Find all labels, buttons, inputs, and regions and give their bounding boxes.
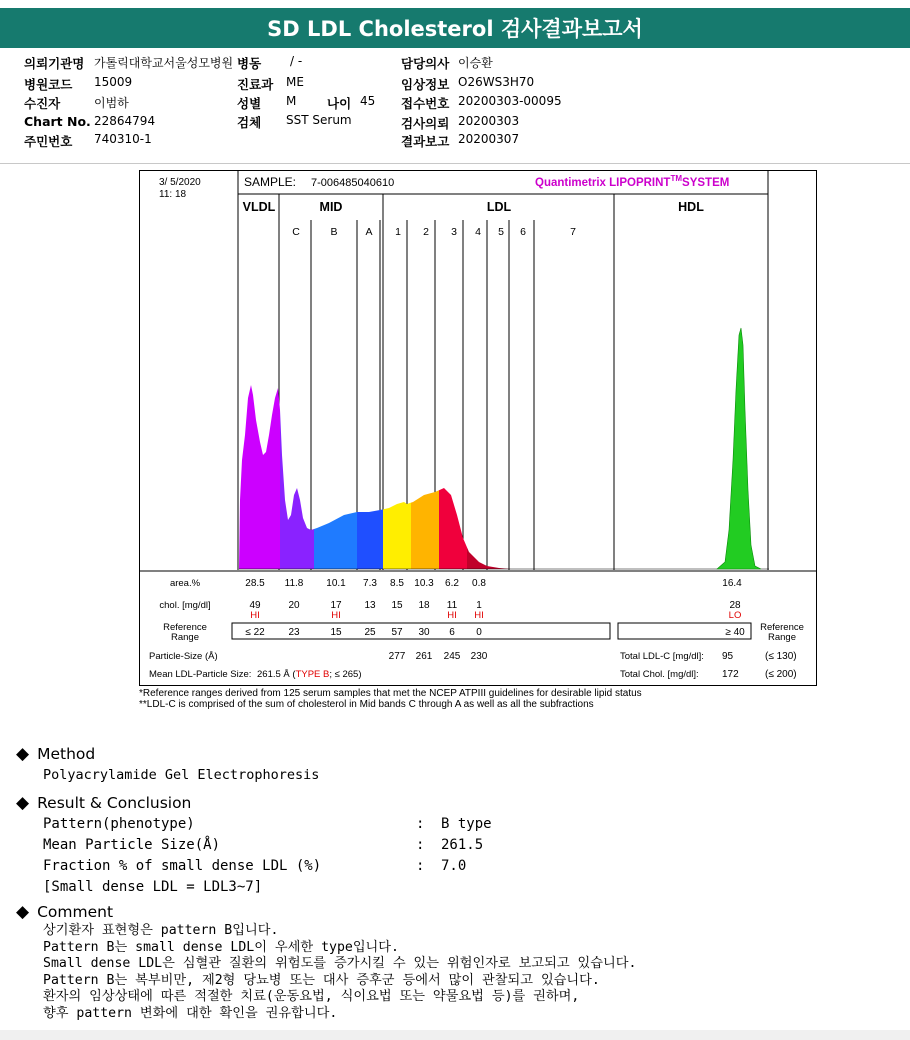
band-label: 6 bbox=[520, 226, 526, 238]
info-value: SST Serum bbox=[286, 113, 352, 127]
mean-type: TYPE B bbox=[295, 669, 330, 680]
mid-c-fill bbox=[280, 410, 314, 569]
area-value: 10.3 bbox=[414, 578, 434, 589]
sample-label: SAMPLE: bbox=[244, 175, 297, 189]
comment-line: Pattern B는 복부비만, 제2형 당뇨병 또는 대사 증후군 등에서 많이 관찰되고 있습니다. bbox=[43, 972, 600, 988]
mean-ref: ; ≤ 265) bbox=[329, 669, 362, 680]
result-label: Fraction % of small dense LDL (%) bbox=[43, 858, 322, 874]
lipoprint-fills bbox=[239, 328, 769, 569]
ref-value: 6 bbox=[449, 627, 455, 638]
chol-flag: HI bbox=[250, 610, 260, 621]
info-value: 20200303 bbox=[458, 114, 520, 128]
hdl-area-value: 16.4 bbox=[722, 578, 742, 589]
chol-value: 20 bbox=[288, 600, 300, 611]
chart-time: 11: 18 bbox=[159, 189, 187, 200]
ldl1-fill bbox=[383, 502, 411, 569]
info-label: 접수번호 bbox=[401, 96, 450, 111]
group-label: LDL bbox=[486, 200, 512, 214]
band-label: 1 bbox=[395, 226, 401, 238]
lipoprint-chart bbox=[139, 170, 817, 686]
brand-name bbox=[535, 174, 729, 189]
ref-value: 30 bbox=[418, 627, 430, 638]
note-line: *Reference ranges derived from 125 serum samples that met the NCEP ATPIII guidelines for desirable lipid status bbox=[139, 688, 642, 699]
info-value: 이범하 bbox=[94, 96, 129, 110]
row-label-mean: Mean LDL-Particle Size: bbox=[149, 669, 252, 680]
area-value: 0.8 bbox=[472, 578, 486, 589]
ref-value: 23 bbox=[288, 627, 300, 638]
row-label-psize: Particle-Size (Å) bbox=[149, 651, 218, 662]
ref-value: 57 bbox=[391, 627, 403, 638]
diamond-bullet-icon: ◆ bbox=[16, 902, 30, 922]
total-chol-label: Total Chol. [mg/dl]: bbox=[620, 669, 699, 680]
area-value: 11.8 bbox=[284, 578, 304, 589]
comment-heading: Comment bbox=[37, 903, 114, 921]
band-label: B bbox=[330, 226, 338, 238]
results-table bbox=[149, 578, 804, 680]
sample-id: 7-006485040610 bbox=[311, 177, 395, 189]
info-label: 진료과 bbox=[237, 77, 274, 92]
particle-size-value: 261 bbox=[415, 651, 433, 662]
info-value: 45 bbox=[360, 94, 376, 108]
header-divider bbox=[0, 163, 910, 164]
diamond-bullet-icon: ◆ bbox=[16, 744, 30, 764]
chol-value: 49 bbox=[249, 600, 261, 611]
ref-value: 0 bbox=[476, 627, 482, 638]
chart-date: 3/ 5/2020 bbox=[159, 177, 201, 188]
row-label-area: area.% bbox=[169, 578, 201, 589]
lipoprint-svg bbox=[139, 170, 817, 686]
group-label: HDL bbox=[678, 200, 704, 214]
info-label: 수진자 bbox=[24, 96, 61, 111]
row-label-ref: Reference bbox=[163, 622, 207, 633]
band-label: 7 bbox=[570, 226, 576, 238]
ref-right-label: Range bbox=[768, 632, 796, 643]
row-label-ref: Range bbox=[171, 632, 199, 643]
vldl-fill bbox=[239, 385, 280, 569]
band-label: A bbox=[365, 226, 373, 238]
ref-value: 25 bbox=[364, 627, 376, 638]
area-value: 10.1 bbox=[326, 578, 346, 589]
bottom-bar bbox=[0, 1030, 910, 1040]
row-label-chol: chol. [mg/dl] bbox=[159, 600, 211, 611]
particle-size-value: 277 bbox=[388, 651, 406, 662]
hdl-ref-value: ≥ 40 bbox=[725, 627, 745, 638]
info-label: 결과보고 bbox=[401, 134, 450, 149]
chol-value: 11 bbox=[446, 600, 458, 611]
info-label: 병원코드 bbox=[24, 77, 73, 92]
total-ldl-ref: (≤ 130) bbox=[765, 651, 797, 662]
report-title: SD LDL Cholesterol 검사결과보고서 bbox=[0, 8, 910, 48]
result-sep: : bbox=[416, 858, 425, 874]
chol-value: 18 bbox=[418, 600, 430, 611]
comment-line: Pattern B는 small dense LDL이 우세한 type입니다. bbox=[43, 939, 399, 955]
band-label: 2 bbox=[423, 226, 429, 238]
result-section bbox=[16, 793, 643, 900]
hdl-chol-value: 28 bbox=[729, 600, 741, 611]
info-value: 가톨릭대학교서울성모병원 bbox=[94, 56, 234, 70]
chol-value: 17 bbox=[330, 600, 342, 611]
result-sep: : bbox=[416, 816, 425, 832]
area-value: 28.5 bbox=[245, 578, 265, 589]
info-value: / - bbox=[290, 54, 303, 68]
info-value: 22864794 bbox=[94, 114, 156, 128]
particle-size-value: 230 bbox=[470, 651, 488, 662]
area-value: 6.2 bbox=[445, 578, 459, 589]
info-value: 15009 bbox=[94, 75, 133, 89]
band-labels bbox=[292, 226, 576, 238]
chol-flag: HI bbox=[474, 610, 484, 621]
ref-right-label: Reference bbox=[760, 622, 804, 633]
method-section bbox=[16, 744, 319, 783]
mid-a-fill bbox=[357, 509, 383, 569]
band-label: 4 bbox=[475, 226, 481, 238]
info-value: ME bbox=[286, 75, 304, 89]
area-value: 7.3 bbox=[363, 578, 377, 589]
ldl4-fill bbox=[467, 547, 511, 569]
result-value: 261.5 bbox=[441, 837, 484, 853]
result-sep: : bbox=[416, 837, 425, 853]
comment-line: 향후 pattern 변화에 대한 확인을 권유합니다. bbox=[43, 1005, 338, 1021]
comment-section bbox=[16, 902, 636, 1022]
group-labels bbox=[243, 200, 705, 214]
mid-b-fill bbox=[314, 512, 357, 569]
method-heading: Method bbox=[37, 745, 96, 763]
result-value: B type bbox=[441, 816, 492, 832]
band-label: 5 bbox=[498, 226, 504, 238]
info-label: 담당의사 bbox=[401, 56, 450, 71]
mean-size-text bbox=[257, 669, 362, 680]
total-ldl-value: 95 bbox=[722, 651, 734, 662]
chol-value: 13 bbox=[364, 600, 376, 611]
chol-value: 1 bbox=[476, 600, 482, 611]
info-value: O26WS3H70 bbox=[458, 75, 535, 89]
chol-flag: HI bbox=[331, 610, 341, 621]
area-value: 8.5 bbox=[390, 578, 404, 589]
total-chol-value: 172 bbox=[722, 669, 739, 680]
brand-tm: TM bbox=[670, 174, 683, 183]
result-heading: Result & Conclusion bbox=[37, 794, 192, 812]
info-label: 나이 bbox=[327, 96, 352, 111]
result-value: 7.0 bbox=[441, 858, 467, 874]
method-text: Polyacrylamide Gel Electrophoresis bbox=[43, 767, 320, 783]
info-label: Chart No. bbox=[24, 114, 91, 129]
hdl-peak-fill bbox=[717, 328, 761, 569]
info-label: 병동 bbox=[237, 56, 262, 71]
ldl2-fill bbox=[411, 490, 439, 569]
diamond-bullet-icon: ◆ bbox=[16, 793, 30, 813]
particle-size-value: 245 bbox=[443, 651, 461, 662]
total-chol-ref: (≤ 200) bbox=[765, 669, 797, 680]
note-line: **LDL-C is comprised of the sum of cholesterol in Mid bands C through A as well as all the subfractions bbox=[139, 699, 594, 710]
group-label: MID bbox=[319, 200, 343, 214]
result-label: Mean Particle Size(Å) bbox=[43, 837, 221, 853]
info-label: 임상정보 bbox=[401, 77, 450, 92]
chol-value: 15 bbox=[391, 600, 403, 611]
comment-line: 상기환자 표현형은 pattern B입니다. bbox=[43, 923, 279, 938]
info-value: 740310-1 bbox=[94, 132, 152, 146]
total-ldl-label: Total LDL-C [mg/dl]: bbox=[620, 651, 704, 662]
band-label: C bbox=[292, 226, 300, 238]
info-value: 이승환 bbox=[458, 56, 493, 70]
comment-line: 환자의 임상상태에 따른 적절한 치료(운동요법, 식이요법 또는 약물요법 등)를 권하며, bbox=[43, 989, 580, 1004]
info-value: 20200303-00095 bbox=[458, 94, 562, 108]
group-label: VLDL bbox=[242, 200, 276, 214]
chart-notes bbox=[139, 688, 642, 710]
result-label: Pattern(phenotype) bbox=[43, 816, 195, 832]
info-label: 주민번호 bbox=[24, 134, 73, 149]
hdl-flag: LO bbox=[728, 610, 742, 621]
info-label: 검사의뢰 bbox=[401, 116, 450, 131]
comment-line: Small dense LDL은 심혈관 질환의 위험도를 증가시킬 수 있는 위험인자로 보고되고 있습니다. bbox=[43, 956, 637, 971]
chol-flag: HI bbox=[447, 610, 457, 621]
info-label: 의뢰기관명 bbox=[24, 56, 85, 71]
ref-value: ≤ 22 bbox=[245, 627, 265, 638]
patient-info bbox=[0, 52, 910, 162]
result-footnote: [Small dense LDL = LDL3~7] bbox=[43, 879, 263, 895]
mean-size-value: 261.5 Å ( bbox=[257, 669, 296, 680]
band-label: 3 bbox=[451, 226, 457, 238]
info-value: M bbox=[286, 94, 297, 108]
info-label: 성별 bbox=[237, 96, 262, 111]
info-value: 20200307 bbox=[458, 132, 520, 146]
ref-value: 15 bbox=[330, 627, 342, 638]
brand-suffix: SYSTEM bbox=[682, 177, 730, 189]
info-label: 검체 bbox=[237, 115, 262, 130]
brand-main: Quantimetrix LIPOPRINT bbox=[535, 177, 671, 189]
